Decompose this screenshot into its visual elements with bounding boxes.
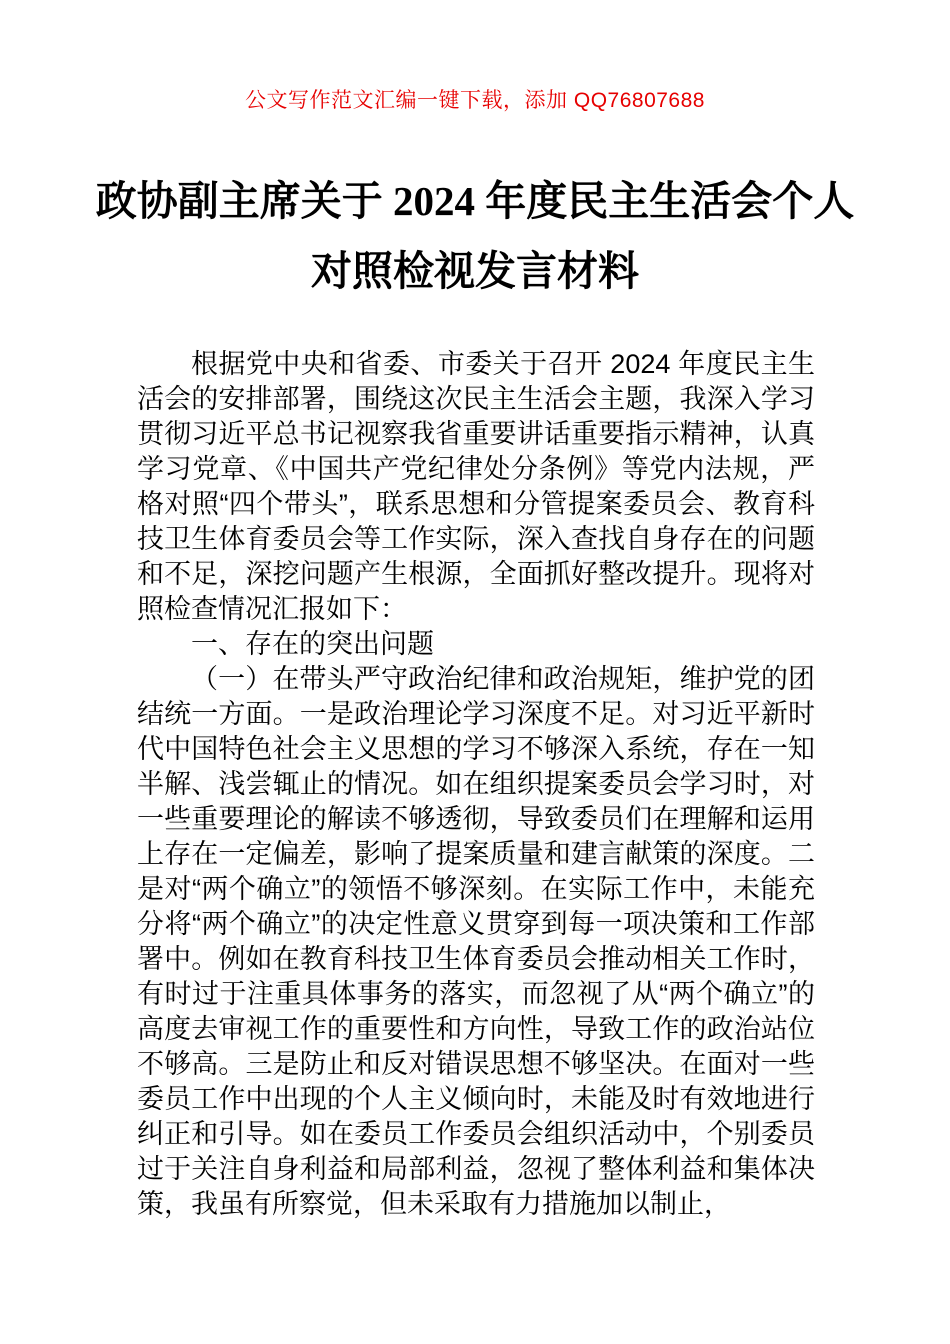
body-paragraph-section-one: （一）在带头严守政治纪律和政治规矩，维护党的团结统一方面。一是政治理论学习深度不足。对习近平新时代中国特色社会主义思想的学习不够深入系统，存在一知半解、浅尝辄止的情况。如在组织提案委员会学习时，对一些重要理论的解读不够透彻，导致委员们在理解和运用上存在一定偏差，影响了提案质量和建言献策的深度。二是对“两个确立”的领悟不够深刻。在实际工作中，未能充分将“两个确立”的决定性意义贯穿到每一项决策和工作部署中。例如在教育科技卫生体育委员会推动相关工作时，有时过于注重具体事务的落实，而忽视了从“两个确立”的高度去审视工作的重要性和方向性，导致工作的政治站位不够高。三是防止和反对错误思想不够坚决。在面对一些委员工作中出现的个人主义倾向时，未能及时有效地进行纠正和引导。如在委员工作委员会组织活动中，个别委员过于关注自身利益和局部利益，忽视了整体利益和集体决策，我虽有所察觉，但未采取有力措施加以制止，	[137, 664, 815, 1219]
document-body	[137, 347, 815, 1222]
section-heading: 一、存在的突出问题	[191, 629, 434, 659]
watermark-banner: 公文写作范文汇编一键下载，添加 QQ76807688	[245, 89, 705, 112]
document-title	[0, 166, 950, 306]
body-paragraph-intro: 根据党中央和省委、市委关于召开 2024 年度民主生活会的安排部署，围绕这次民主生活会主题，我深入学习贯彻习近平总书记视察我省重要讲话重要指示精神，认真学习党章、《中国共产党纪律处分条例》等党内法规，严格对照“四个带头”，联系思想和分管提案委员会、教育科技卫生体育委员会等工作实际，深入查找自身存在的问题和不足，深挖问题产生根源，全面抓好整改提升。现将对照检查情况汇报如下：	[137, 349, 815, 624]
document-title-line1: 政协副主席关于 2024 年度民主生活会个人	[95, 178, 855, 224]
document-title-line2: 对照检视发言材料	[311, 248, 639, 294]
